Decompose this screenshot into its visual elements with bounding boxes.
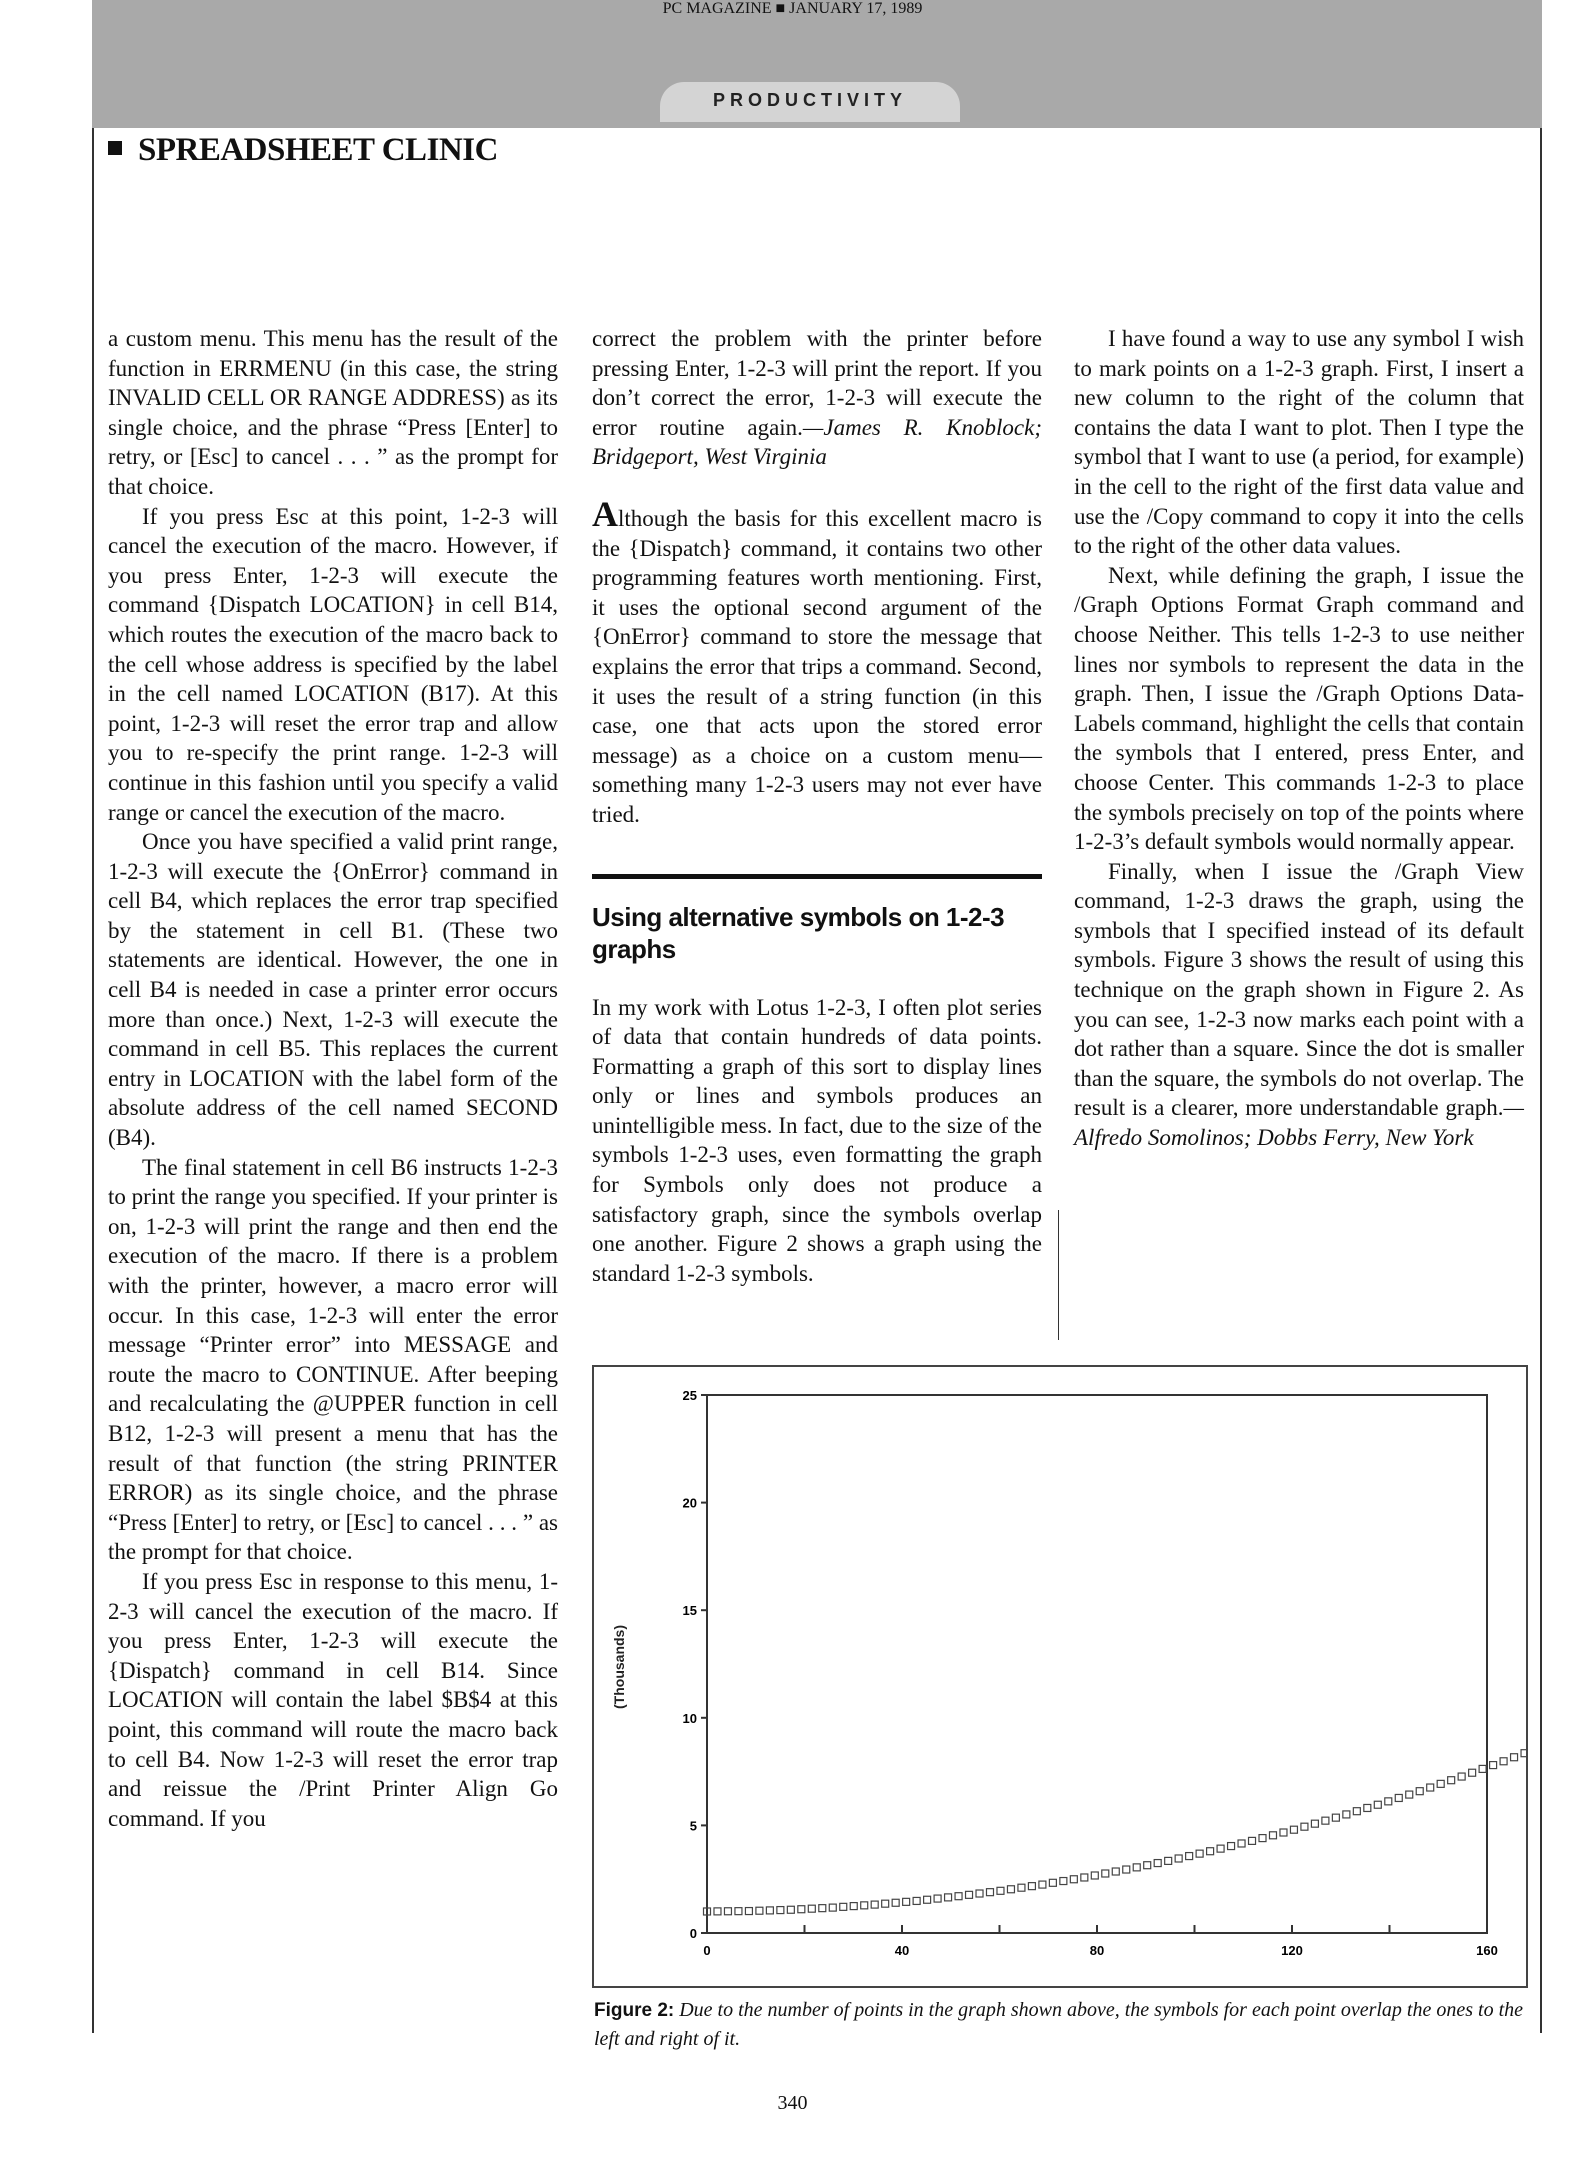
data-point (1301, 1823, 1308, 1830)
paragraph: Once you have specified a valid print range, 1-2-3 will execute the {OnError} command in cell B4, which replaces the error trap specified by the statement in cell B1. (These two statements are identical. However, the one in cell B4 is needed in case a printer error occurs more than once.) Next, 1-2-3 will execute the command in cell B5. This replaces the current entry in LOCATION with the label form of the absolute address of the cell named SECOND (B4). (108, 829, 558, 1151)
data-point (1427, 1784, 1434, 1791)
page-number: 340 (777, 2092, 808, 2114)
data-point (1500, 1758, 1507, 1765)
data-point (1028, 1883, 1035, 1890)
drop-cap: A (592, 493, 618, 534)
right-rule (1540, 128, 1542, 2033)
data-point (808, 1905, 815, 1912)
data-point (861, 1902, 868, 1909)
data-point (1332, 1814, 1339, 1821)
paragraph: a custom menu. This menu has the result of the function in ERRMENU (in this case, the string INVALID CELL OR RANGE ADDRESS) as its single choice, and the phrase “Press [Enter] to retry, or [Esc] to cancel . . . ” as the prompt for that choice. (108, 326, 558, 499)
data-point (1165, 1857, 1172, 1864)
data-point (1374, 1801, 1381, 1808)
data-point (1364, 1804, 1371, 1811)
data-point (1207, 1848, 1214, 1855)
data-point (1018, 1884, 1025, 1891)
data-point (1458, 1773, 1465, 1780)
data-point (829, 1904, 836, 1911)
data-point (724, 1908, 731, 1915)
data-point (934, 1895, 941, 1902)
data-point (1039, 1881, 1046, 1888)
data-point (997, 1887, 1004, 1894)
data-point (913, 1897, 920, 1904)
column-divider (1058, 1210, 1059, 1340)
paragraph: The final statement in cell B6 instructs 1-2-3 to print the range you specified. If your printer is on, 1-2-3 will print the range and then end the execution of the macro. If there is a problem with the printer, however, a macro error will occur. In this case, 1-2-3 will enter the error message “Printer error” into MESSAGE and route the macro to CONTINUE. After beeping and recalculating the @UPPER function in cell B12, 1-2-3 will present a menu that has the result of that function (the string PRINTER ERROR) as its single choice, and the phrase “Press [Enter] to retry, or [Esc] to cancel . . . ” as the prompt for that choice. (108, 1154, 558, 1565)
y-axis-label: (Thousands) (611, 1625, 627, 1709)
footer-magazine: PC MAGAZINE ■ JANUARY 17, 1989 (662, 0, 923, 17)
bullet-square-icon (108, 141, 122, 155)
left-rule (92, 128, 94, 2033)
data-point (1311, 1820, 1318, 1827)
data-point (1395, 1794, 1402, 1801)
paragraph-text: correct the problem with the printer before pressing Enter, 1-2-3 will print the report. If you don’t correct the error, 1-2-3 will execute the error routine again. (592, 326, 1042, 440)
data-point (1060, 1878, 1067, 1885)
data-point (1175, 1855, 1182, 1862)
y-tick-label: 0 (689, 1926, 697, 1941)
data-point (787, 1906, 794, 1913)
signature: —Alfredo Somolinos; Dobbs Ferry, New York (1074, 1095, 1524, 1151)
signature: —James R. Knoblock; Bridgeport, West Virginia (592, 414, 1042, 470)
paragraph (592, 324, 1042, 472)
y-axis (683, 1388, 707, 1941)
x-tick-label: 120 (1281, 1943, 1303, 1958)
y-tick-label: 15 (682, 1603, 697, 1619)
plot-area (707, 1395, 1487, 1933)
data-point (1007, 1886, 1014, 1893)
data-point (766, 1907, 773, 1914)
data-point (1343, 1811, 1350, 1818)
data-point (1490, 1762, 1497, 1769)
data-point (1259, 1835, 1266, 1842)
section-heading: Using alternative symbols on 1-2-3 graphs (592, 901, 1005, 964)
paragraph: Next, while defining the graph, I issue the /Graph Options Format Graph command and choose Neither. This tells 1-2-3 to use neither lines nor symbols to represent the data in the graph. Then, I issue the /Graph Options Data-Labels command, highlight the cells that contain the symbols that I entered, press Enter, and choose Center. This commands 1-2-3 to place the symbols precisely on top of the points where 1-2-3’s default symbols would normally appear. (1074, 562, 1524, 855)
data-point (1102, 1870, 1109, 1877)
data-point (1112, 1868, 1119, 1875)
y-tick-label: 20 (682, 1495, 697, 1511)
data-point (1280, 1829, 1287, 1836)
paragraph (592, 493, 1042, 830)
text-column-3 (1074, 324, 1524, 1153)
paragraph: In my work with Lotus 1-2-3, I often plot series of data that contain hundreds of data points. Formatting a graph of this sort to display lines only or lines and symbols produces an unintelligible mess. In fact, due to the size of the symbols 1-2-3 uses, even formatting the graph for Symbols only does not produce a satisfactory graph, since the symbols overlap one another. Figure 2 shows a graph using the standard 1-2-3 symbols. (592, 994, 1042, 1286)
y-tick-label: 10 (682, 1710, 697, 1726)
column-title-text: SPREADSHEET CLINIC (138, 132, 498, 168)
data-point (1228, 1843, 1235, 1850)
data-point (1416, 1788, 1423, 1795)
paragraph: If you press Esc at this point, 1-2-3 will cancel the execution of the macro. However, if you press Enter, 1-2-3 will execute the command {Dispatch LOCATION} in cell B14, which routes the execution of the macro back to the cell whose address is specified by the label in the cell named LOCATION (B17). At this point, 1-2-3 will reset the error trap and allow you to re-specify the print range. 1-2-3 will continue in this fashion until you specify a valid range or cancel the execution of the macro. (108, 503, 558, 825)
data-point (1186, 1853, 1193, 1860)
data-point (1049, 1879, 1056, 1886)
data-point (850, 1903, 857, 1910)
y-tick-label: 25 (682, 1388, 697, 1403)
data-point (1070, 1876, 1077, 1883)
data-point (840, 1903, 847, 1910)
data-point (1448, 1777, 1455, 1784)
data-point (1437, 1780, 1444, 1787)
y-tick-label: 5 (689, 1818, 697, 1834)
section-rule (592, 874, 1042, 879)
data-point (1385, 1798, 1392, 1805)
data-point (924, 1896, 931, 1903)
data-point (745, 1908, 752, 1915)
data-point (1133, 1864, 1140, 1871)
data-point (1091, 1872, 1098, 1879)
data-point (1217, 1845, 1224, 1852)
data-point (1322, 1817, 1329, 1824)
data-point (903, 1898, 910, 1905)
x-tick-label: 0 (703, 1943, 711, 1958)
x-tick-label: 40 (894, 1943, 910, 1958)
data-point (945, 1894, 952, 1901)
data-point (735, 1908, 742, 1915)
figure-caption (594, 1996, 1528, 2053)
data-point (714, 1908, 721, 1915)
figure-frame (592, 1365, 1528, 1988)
x-tick-label: 160 (1476, 1943, 1498, 1958)
caption-text: Due to the number of points in the graph shown above, the symbols for each point overlap the ones to the left and right of it. (594, 1999, 1524, 2050)
data-point (1290, 1826, 1297, 1833)
data-point (986, 1889, 993, 1896)
section-tab (660, 82, 960, 122)
text-column-2 (592, 324, 1042, 1288)
figure-label: Figure 2: (594, 2000, 675, 2021)
data-point (1154, 1860, 1161, 1867)
paragraph-text: lthough the basis for this excellent macro is the {Dispatch} command, it contains two other programming features worth mentioning. First, it uses the optional second argument of the {OnError} command to store the message that explains the error that trips a command. Second, it uses the result of a string function (in this case, one that acts upon the stored error message) as a choice on a custom menu—something many 1-2-3 users may not ever have tried. (592, 505, 1042, 827)
data-point (966, 1891, 973, 1898)
column-title (108, 132, 498, 169)
data-point (1238, 1840, 1245, 1847)
data-point (1406, 1791, 1413, 1798)
x-axis (703, 1925, 1497, 1958)
data-point (1249, 1837, 1256, 1844)
data-point (1123, 1866, 1130, 1873)
data-point (1144, 1862, 1151, 1869)
data-point (976, 1890, 983, 1897)
data-point (819, 1905, 826, 1912)
text-column-1 (108, 324, 558, 1833)
data-point (1511, 1754, 1518, 1761)
data-point (1479, 1765, 1486, 1772)
paragraph: I have found a way to use any symbol I wish to mark points on a 1-2-3 graph. First, I insert a new column to the right of the column that contains the data I want to plot. Then I type the symbol that I want to use (a period, for example) in the cell to the right of the first data value and use the /Copy command to copy it into the cells to the right of the other data values. (1074, 326, 1524, 559)
data-point (1469, 1769, 1476, 1776)
paragraph (1074, 857, 1524, 1153)
data-point (892, 1899, 899, 1906)
data-point (1269, 1832, 1276, 1839)
data-point (756, 1907, 763, 1914)
paragraph: If you press Esc in response to this menu, 1-2-3 will cancel the execution of the macro. If you press Enter, 1-2-3 will execute the {Dispatch} command in cell B14. Since LOCATION will contain the label $B$4 at this point, this command will route the macro back to cell B4. Now 1-2-3 will reset the error trap and reissue the /Print Printer Align Go command. If you (108, 1568, 558, 1831)
section-label: PRODUCTIVITY (712, 90, 907, 110)
data-point (1353, 1808, 1360, 1815)
data-point (1521, 1750, 1526, 1757)
figure-2-chart (594, 1367, 1526, 1986)
x-tick-label: 80 (1089, 1943, 1105, 1958)
data-point (955, 1893, 962, 1900)
data-point (1081, 1874, 1088, 1881)
data-point (777, 1907, 784, 1914)
paragraph-text: Finally, when I issue the /Graph View command, 1-2-3 draws the graph, using the symbols that I specified instead of its default symbols. Figure 3 shows the result of using this technique on the graph shown in Figure 2. As you can see, 1-2-3 now marks each point with a dot rather than a square. Since the dot is smaller than the square, the symbols do not overlap. The result is a clearer, more understandable graph. (1074, 858, 1524, 1121)
data-point (798, 1906, 805, 1913)
data-point (1196, 1850, 1203, 1857)
data-point (871, 1901, 878, 1908)
data-series (704, 1428, 1527, 1915)
data-point (882, 1900, 889, 1907)
